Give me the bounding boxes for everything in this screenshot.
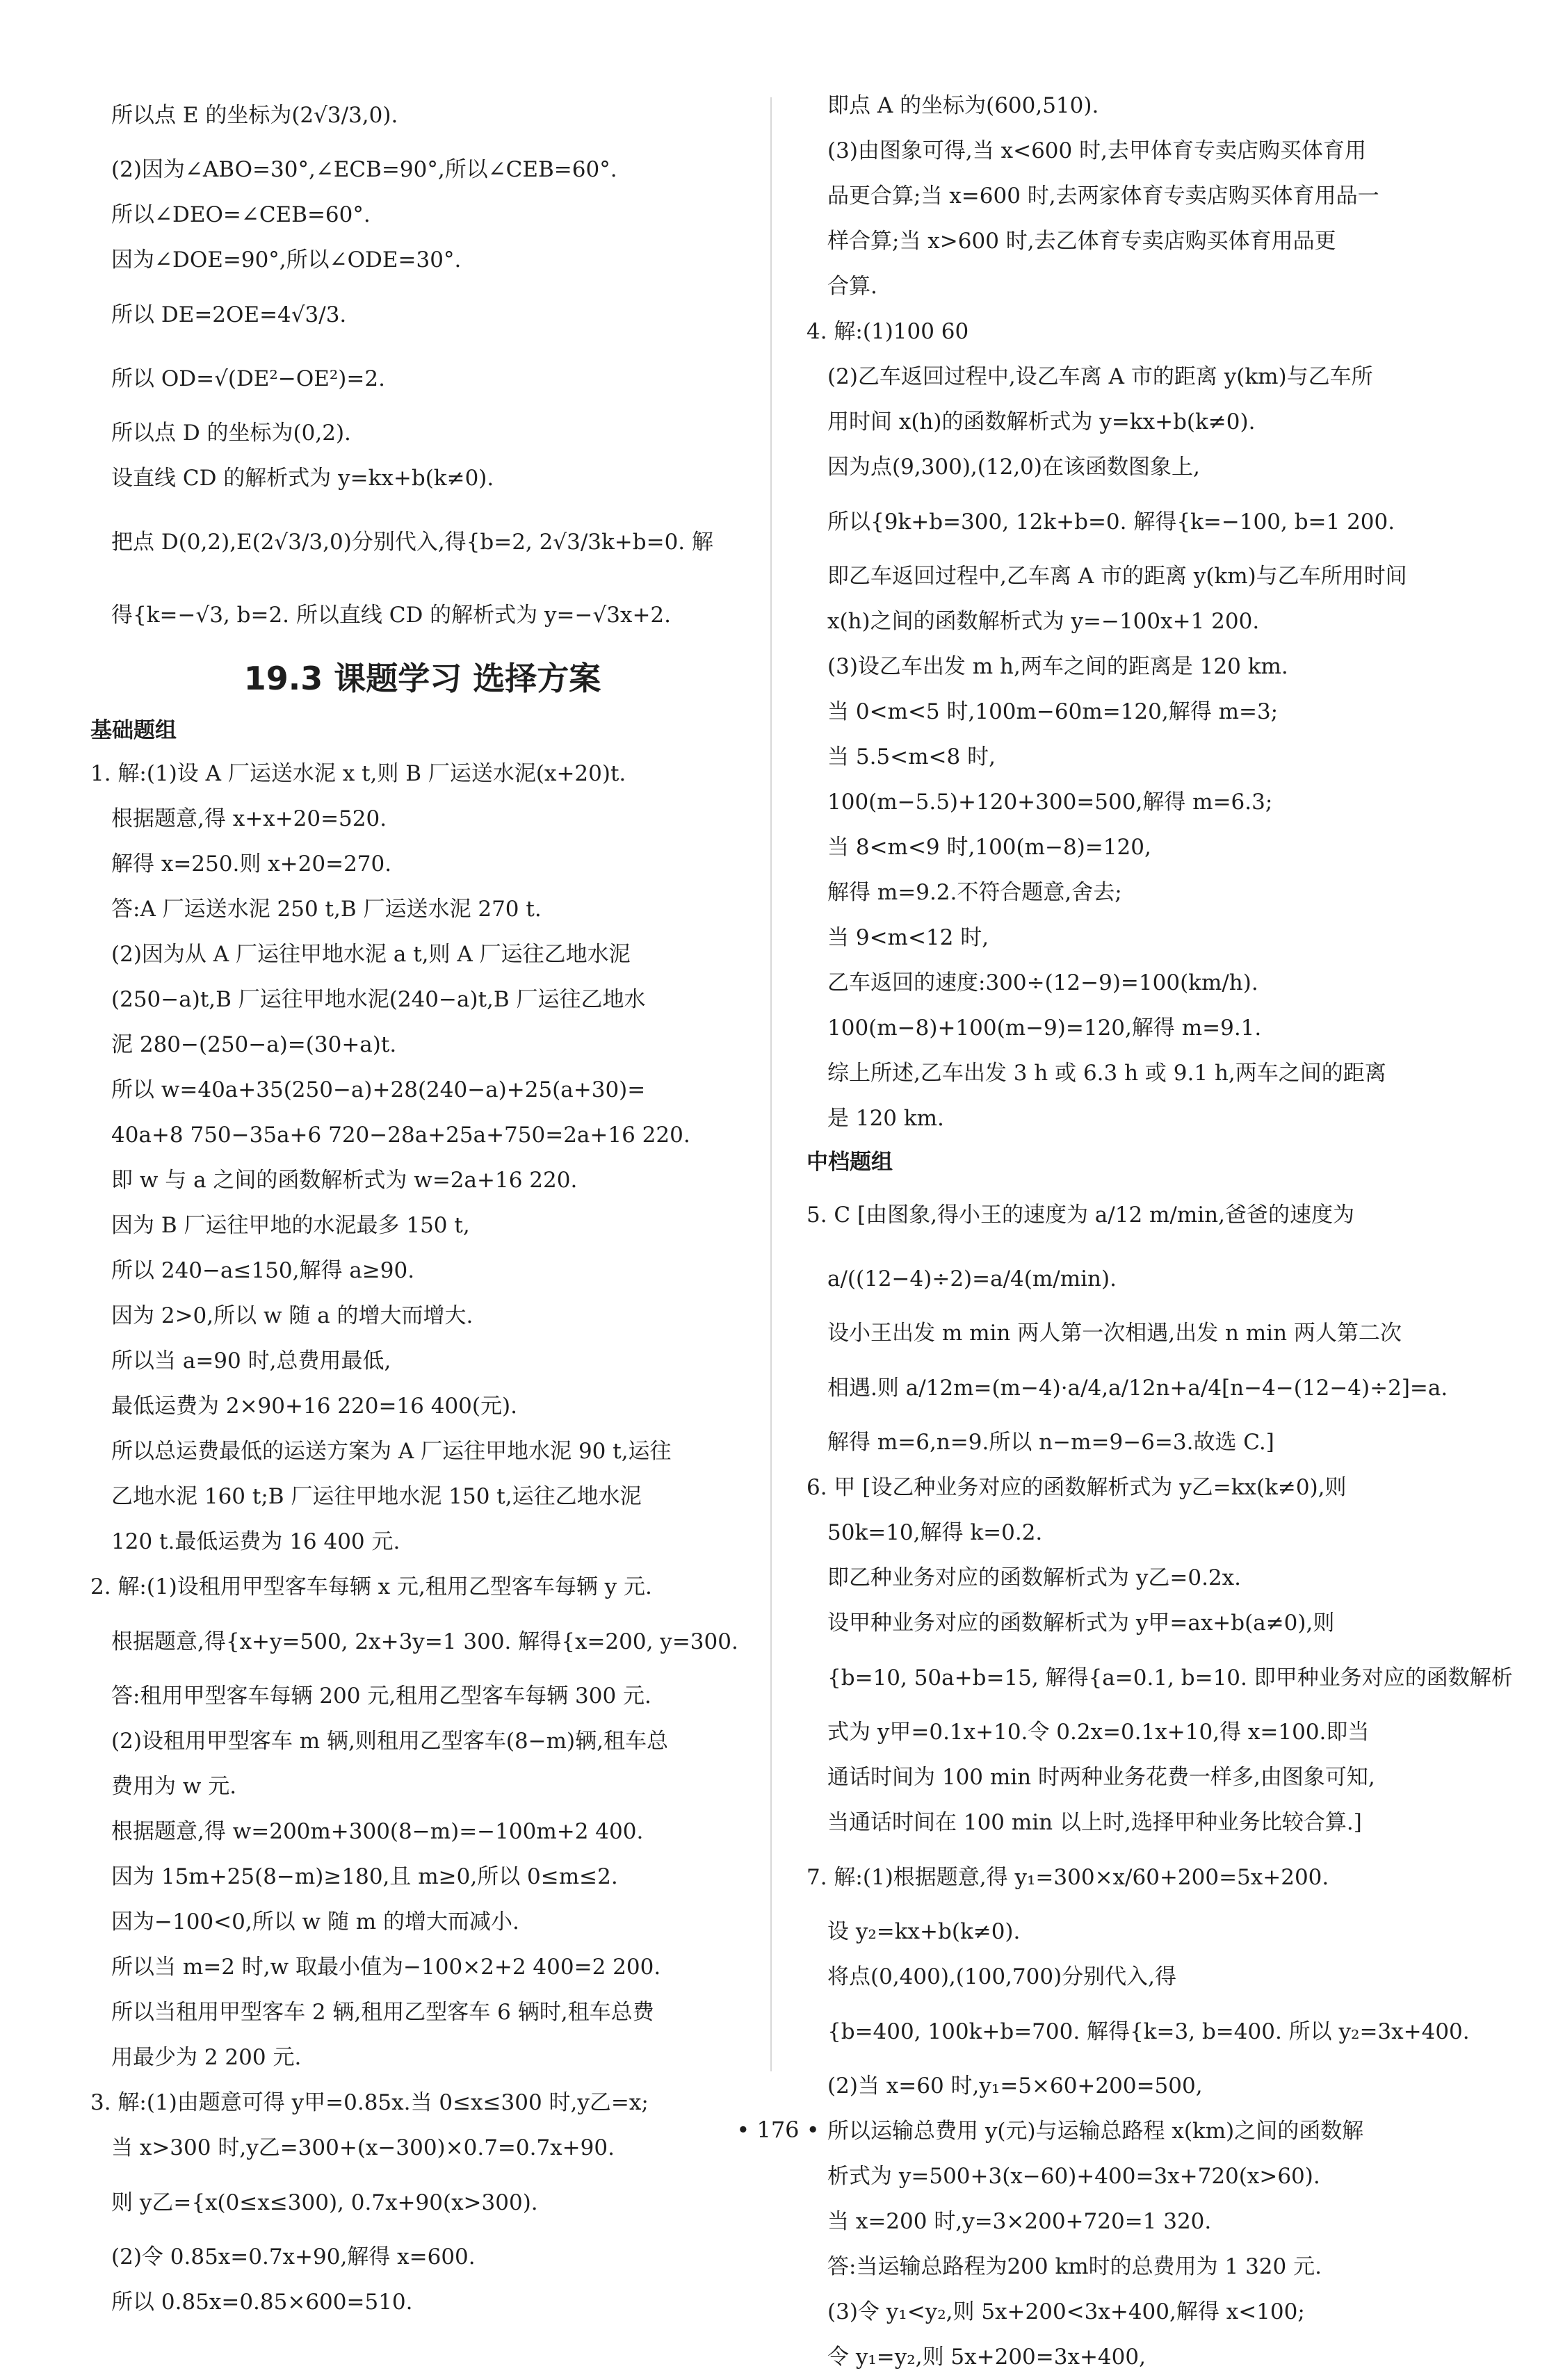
text-line: 即乙种业务对应的函数解析式为 y乙=0.2x. (827, 1565, 1241, 1590)
text-line: {b=400, 100k+b=700. 解得{k=3, b=400. 所以 y₂=3x+400. (827, 2019, 1470, 2044)
text-line: 所以 w=40a+35(250−a)+28(240−a)+25(a+30)= (111, 1077, 646, 1102)
text-line: 所以 0.85x=0.85×600=510. (111, 2290, 413, 2315)
text-line: 设甲种业务对应的函数解析式为 y甲=ax+b(a≠0),则 (827, 1611, 1335, 1636)
text-line: 2. 解:(1)设租用甲型客车每辆 x 元,租用乙型客车每辆 y 元. (90, 1574, 652, 1599)
group-basic-heading: 基础题组 (90, 718, 177, 743)
text-line: 所以点 D 的坐标为(0,2). (111, 421, 351, 446)
text-line: 3. 解:(1)由题意可得 y甲=0.85x.当 0≤x≤300 时,y乙=x; (90, 2090, 649, 2115)
text-line: 所以当 m=2 时,w 取最小值为−100×2+2 400=2 200. (111, 1955, 661, 1980)
text-line: (2)令 0.85x=0.7x+90,解得 x=600. (111, 2244, 476, 2269)
text-line: 7. 解:(1)根据题意,得 y₁=300×x/60+200=5x+200. (807, 1865, 1329, 1890)
text-line: {b=10, 50a+b=15, 解得{a=0.1, b=10. 即甲种业务对应的函数解析 (827, 1665, 1513, 1690)
text-line: 乙车返回的速度:300÷(12−9)=100(km/h). (827, 970, 1258, 995)
text-line: 所以总运费最低的运送方案为 A 厂运往甲地水泥 90 t,运往 (111, 1439, 672, 1464)
text-line: (3)由图象可得,当 x<600 时,去甲体育专卖店购买体育用 (827, 138, 1366, 163)
text-line: 费用为 w 元. (111, 1774, 237, 1799)
text-line: 品更合算;当 x=600 时,去两家体育专卖店购买体育用品一 (827, 184, 1379, 209)
text-line: (2)乙车返回过程中,设乙车离 A 市的距离 y(km)与乙车所 (827, 364, 1373, 389)
right-solution-block-1 (807, 83, 1470, 1141)
text-line: 析式为 y=500+3(x−60)+400=3x+720(x>60). (827, 2164, 1320, 2189)
text-line: (3)设乙车出发 m h,两车之间的距离是 120 km. (827, 654, 1288, 679)
text-line: 当 0<m<5 时,100m−60m=120,解得 m=3; (827, 699, 1279, 724)
text-line: 120 t.最低运费为 16 400 元. (111, 1529, 400, 1554)
text-line: 根据题意,得 w=200m+300(8−m)=−100m+2 400. (111, 1819, 644, 1844)
text-line: 用最少为 2 200 元. (111, 2045, 302, 2070)
text-line: 当 5.5<m<8 时, (827, 744, 996, 769)
text-line: 是 120 km. (827, 1106, 944, 1131)
text-line: 当 8<m<9 时,100(m−8)=120, (827, 835, 1151, 860)
text-line: 因为 15m+25(8−m)≥180,且 m≥0,所以 0≤m≤2. (111, 1864, 618, 1889)
text-line: 40a+8 750−35a+6 720−28a+25a+750=2a+16 220. (111, 1123, 690, 1148)
text-line: 50k=10,解得 k=0.2. (827, 1520, 1043, 1545)
page-number: • 176 • (736, 2117, 820, 2143)
text-line: 设小王出发 m min 两人第一次相遇,出发 n min 两人第二次 (827, 1321, 1402, 1346)
text-line: 因为点(9,300),(12,0)在该函数图象上, (827, 455, 1200, 480)
text-line: 1. 解:(1)设 A 厂运送水泥 x t,则 B 厂运送水泥(x+20)t. (90, 761, 626, 786)
text-line: 相遇.则 a/12m=(m−4)·a/4,a/12n+a/4[n−4−(12−4)÷2]=a. (827, 1376, 1448, 1401)
text-line: 所以 DE=2OE=4√3/3. (111, 302, 347, 327)
text-line: 得{k=−√3, b=2. 所以直线 CD 的解析式为 y=−√3x+2. (111, 603, 671, 628)
text-line: 泥 280−(250−a)=(30+a)t. (111, 1032, 397, 1057)
text-line: 答:租用甲型客车每辆 200 元,租用乙型客车每辆 300 元. (111, 1684, 651, 1709)
text-line: 所以点 E 的坐标为(2√3/3,0). (111, 103, 398, 128)
text-line: 所以当租用甲型客车 2 辆,租用乙型客车 6 辆时,租车总费 (111, 2000, 654, 2025)
text-line: (250−a)t,B 厂运往甲地水泥(240−a)t,B 厂运往乙地水 (111, 987, 646, 1012)
text-line: 100(m−8)+100(m−9)=120,解得 m=9.1. (827, 1016, 1262, 1041)
text-line: (2)当 x=60 时,y₁=5×60+200=500, (827, 2073, 1203, 2098)
text-line: (2)因为从 A 厂运往甲地水泥 a t,则 A 厂运往乙地水泥 (111, 942, 631, 967)
text-line: 将点(0,400),(100,700)分别代入,得 (827, 1964, 1177, 1989)
text-line: 最低运费为 2×90+16 220=16 400(元). (111, 1394, 517, 1419)
text-line: 6. 甲 [设乙种业务对应的函数解析式为 y乙=kx(k≠0),则 (807, 1475, 1347, 1500)
text-line: 5. C [由图象,得小王的速度为 a/12 m/min,爸爸的速度为 (807, 1203, 1355, 1228)
text-line: a/((12−4)÷2)=a/4(m/min). (827, 1266, 1117, 1291)
text-line: 所以 240−a≤150,解得 a≥90. (111, 1258, 415, 1283)
text-line: 当通话时间在 100 min 以上时,选择甲种业务比较合算.] (827, 1810, 1362, 1835)
text-line: 设 y₂=kx+b(k≠0). (827, 1919, 1021, 1944)
text-line: 所以运输总费用 y(元)与运输总路程 x(km)之间的函数解 (827, 2119, 1364, 2144)
text-line: (2)设租用甲型客车 m 辆,则租用乙型客车(8−m)辆,租车总 (111, 1729, 669, 1754)
text-line: 4. 解:(1)100 60 (807, 319, 969, 344)
text-line: 解得 x=250.则 x+20=270. (111, 851, 392, 877)
text-line: 当 x=200 时,y=3×200+720=1 320. (827, 2209, 1212, 2234)
text-line: 即 w 与 a 之间的函数解析式为 w=2a+16 220. (111, 1168, 578, 1193)
text-line: 所以{9k+b=300, 12k+b=0. 解得{k=−100, b=1 200. (827, 510, 1395, 535)
text-line: 当 x>300 时,y乙=300+(x−300)×0.7=0.7x+90. (111, 2135, 615, 2160)
text-line: 因为∠DOE=90°,所以∠ODE=30°. (111, 247, 462, 272)
text-line: 所以当 a=90 时,总费用最低, (111, 1348, 391, 1374)
text-line: 解得 m=6,n=9.所以 n−m=9−6=3.故选 C.] (827, 1430, 1274, 1455)
text-line: 根据题意,得 x+x+20=520. (111, 806, 387, 831)
left-solution-block-1 (90, 83, 754, 647)
group-mid-heading: 中档题组 (807, 1150, 893, 1175)
left-column (90, 83, 754, 2325)
text-line: 所以 OD=√(DE²−OE²)=2. (111, 366, 385, 391)
text-line: x(h)之间的函数解析式为 y=−100x+1 200. (827, 609, 1260, 634)
text-line: 答:当运输总路程为200 km时的总费用为 1 320 元. (827, 2254, 1322, 2279)
right-solution-block-2 (807, 1183, 1513, 2380)
text-line: 解得 m=9.2.不符合题意,舍去; (827, 880, 1122, 905)
text-line: 即乙车返回过程中,乙车离 A 市的距离 y(km)与乙车所用时间 (827, 564, 1407, 589)
text-line: 样合算;当 x>600 时,去乙体育专卖店购买体育用品更 (827, 229, 1336, 254)
text-line: (3)令 y₁<y₂,则 5x+200<3x+400,解得 x<100; (827, 2299, 1305, 2324)
text-line: 式为 y甲=0.1x+10.令 0.2x=0.1x+10,得 x=100.即当 (827, 1720, 1370, 1745)
left-solution-block-2 (90, 751, 754, 2325)
text-line: 乙地水泥 160 t;B 厂运往甲地水泥 150 t,运往乙地水泥 (111, 1484, 642, 1509)
right-column (807, 83, 1513, 2380)
text-line: 答:A 厂运送水泥 250 t,B 厂运送水泥 270 t. (111, 897, 542, 922)
text-line: 合算. (827, 274, 877, 299)
text-line: 把点 D(0,2),E(2√3/3,0)分别代入,得{b=2, 2√3/3k+b=0. 解 (111, 530, 714, 555)
text-line: 即点 A 的坐标为(600,510). (827, 93, 1099, 118)
text-line: 通话时间为 100 min 时两种业务花费一样多,由图象可知, (827, 1765, 1375, 1790)
text-line: 因为−100<0,所以 w 随 m 的增大而减小. (111, 1909, 519, 1934)
text-line: 用时间 x(h)的函数解析式为 y=kx+b(k≠0). (827, 409, 1256, 434)
text-line: 当 9<m<12 时, (827, 925, 989, 950)
text-line: 所以∠DEO=∠CEB=60°. (111, 202, 371, 227)
text-line: 则 y乙={x(0≤x≤300), 0.7x+90(x>300). (111, 2190, 538, 2215)
text-line: 因为 B 厂运往甲地的水泥最多 150 t, (111, 1213, 470, 1238)
text-line: 设直线 CD 的解析式为 y=kx+b(k≠0). (111, 466, 494, 491)
text-line: 因为 2>0,所以 w 随 a 的增大而增大. (111, 1303, 473, 1328)
text-line: 令 y₁=y₂,则 5x+200=3x+400, (827, 2345, 1146, 2370)
text-line: 100(m−5.5)+120+300=500,解得 m=6.3; (827, 790, 1273, 815)
section-title: 19.3 课题学习 选择方案 (243, 660, 601, 697)
column-divider (770, 97, 772, 2071)
text-line: (2)因为∠ABO=30°,∠ECB=90°,所以∠CEB=60°. (111, 157, 617, 182)
text-line: 综上所述,乙车出发 3 h 或 6.3 h 或 9.1 h,两车之间的距离 (827, 1061, 1386, 1086)
text-line: 根据题意,得{x+y=500, 2x+3y=1 300. 解得{x=200, y=300. (111, 1629, 738, 1654)
